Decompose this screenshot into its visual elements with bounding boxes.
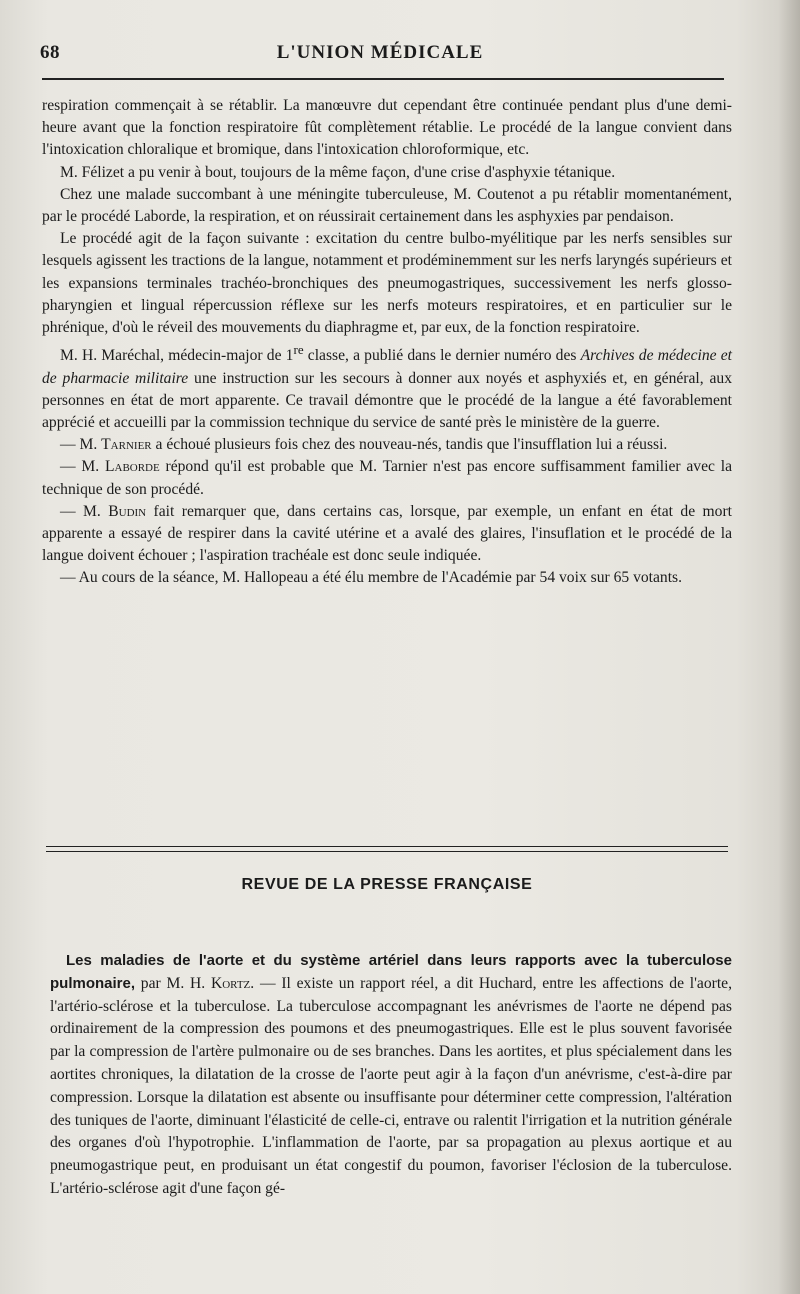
- paragraph-9: — Au cours de la séance, M. Hallopeau a été élu membre de l'Académie par 54 voix sur 65 votants.: [60, 569, 683, 587]
- paragraph-7: [42, 456, 732, 500]
- article-author-name: Kortz: [210, 974, 251, 992]
- p6-dash: — M.: [60, 436, 102, 454]
- p8-dash: — M.: [60, 502, 109, 520]
- article-title: Les maladies de l'aorte et du système artériel dans leurs rapports avec la tuberculose pulmonaire,: [50, 952, 732, 992]
- p7-name: Laborde: [104, 458, 160, 476]
- p6-name: Tarnier: [101, 436, 152, 454]
- p7-text: répond qu'il est probable que M. Tarnier n'est pas encore suffisamment familier avec la technique de son procédé.: [42, 458, 733, 498]
- running-head: [40, 42, 720, 72]
- article: [50, 950, 732, 1201]
- p7-dash: — M.: [60, 458, 105, 476]
- p8-text: fait remarquer que, dans certains cas, lorsque, par exemple, un enfant en état de mort apparente a essayé de respirer dans la cavité utérine et a avalé des glaires, l'insuflation et le procédé de la langue doivent échouer ; l'aspiration trachéale est donc seule indiquée.: [42, 502, 733, 565]
- p5-end: une instruction sur les secours à donner aux noyés et asphyxiés et, en général, aux personnes en état de mort apparente. Ce travail démontre que le procédé de la langue a été favorablement apprécié et accueilli par la commission technique du service de santé près le ministère de la guerre.: [42, 369, 732, 432]
- paragraph-8: [42, 501, 732, 568]
- paragraph-3: Chez une malade succombant à une méningite tuberculeuse, M. Coutenot a pu rétablir momentanément, par le procédé Laborde, la respiration, et on réussirait certainement dans les asphyxies par pendaison.: [42, 185, 732, 226]
- paragraph-1: respiration commençait à se rétablir. La manœuvre dut cependant être continuée pendant plus d'une demi-heure avant que la fonction respiratoire fût complètement rétablie. Le procédé de la langue convient dans l'intoxication chloralique et bromique, dans l'intoxication chloroformique, etc.: [42, 97, 732, 159]
- paragraph-4: Le procédé agit de la façon suivante : excitation du centre bulbo-myélitique par les nerfs sensibles sur lesquels agissent les tractions de la langue, notamment et prodéminemment sur les nerfs laryngés supérieurs et les expansions terminales trachéo-bronchiques des pneumogastriques, successivement les nerfs glosso-pharyngien et lingual répercussion réflexe sur les nerfs moteurs respiratoires, et en particulier sur le phrénique, d'où le réveil des mouvements du diaphragme et, par eux, de la fonction respiratoire.: [42, 230, 732, 337]
- p5-start: M. H. Maréchal, médecin-major de 1: [60, 347, 294, 365]
- article-paragraph: [50, 950, 732, 1201]
- article-author-prefix: par M. H.: [135, 974, 211, 992]
- section-rule-bottom: [46, 851, 728, 852]
- article-text: . — Il existe un rapport réel, a dit Huchard, entre les affections de l'aorte, l'artério-sclérose et la tuberculose. La tuberculose accompagnant les anévrismes de l'aorte ne dépend pas ordinairement de la compression des poumons et des pneumogastriques. Elle est le plus souvent favorisée par la compression de l'artère pulmonaire ou de ses branches. Dans les aortites, et plus spécialement dans les aortites chroniques, la dilatation de la crosse de l'aorte peut agir à la façon d'un anévrisme, c'est-à-dire par compression. Lorsque la dilatation est absente ou insuffisante pour déterminer cette compression, l'altération des tuniques de l'aorte, diminuant l'élasticité de celle-ci, entrave ou ralentit l'irrigation et la nutrition générale des organes d'où l'hypotrophie. L'inflammation de l'aorte, par sa propagation au plexus aortique et au pneumogastrique peut, en produisant un état congestif du poumon, favoriser l'éclosion de la tuberculose. L'artério-sclérose agit d'une façon gé-: [50, 974, 732, 1197]
- section-title: REVUE DE LA PRESSE FRANÇAISE: [241, 876, 533, 893]
- p5-superscript: re: [293, 342, 304, 358]
- p6-text: a échoué plusieurs fois chez des nouveau-nés, tandis que l'insufflation lui a réussi.: [151, 436, 668, 454]
- body-text: [42, 95, 732, 590]
- p5-mid: classe, a publié dans le dernier numéro des: [303, 347, 581, 365]
- paragraph-5: [42, 339, 732, 434]
- paragraph-6: [42, 434, 732, 456]
- p8-name: Budin: [108, 502, 147, 520]
- page-edge-shadow: [778, 0, 800, 1294]
- header-rule: [42, 78, 724, 80]
- page-number: 68: [40, 42, 60, 63]
- p5-journal-italic: Archives de médecine et de pharmacie militaire: [42, 347, 732, 387]
- journal-title: L'UNION MÉDICALE: [276, 42, 484, 63]
- paragraph-2: M. Félizet a pu venir à bout, toujours de la même façon, d'une crise d'asphyxie tétanique.: [60, 163, 616, 181]
- section-rule-top: [46, 846, 728, 847]
